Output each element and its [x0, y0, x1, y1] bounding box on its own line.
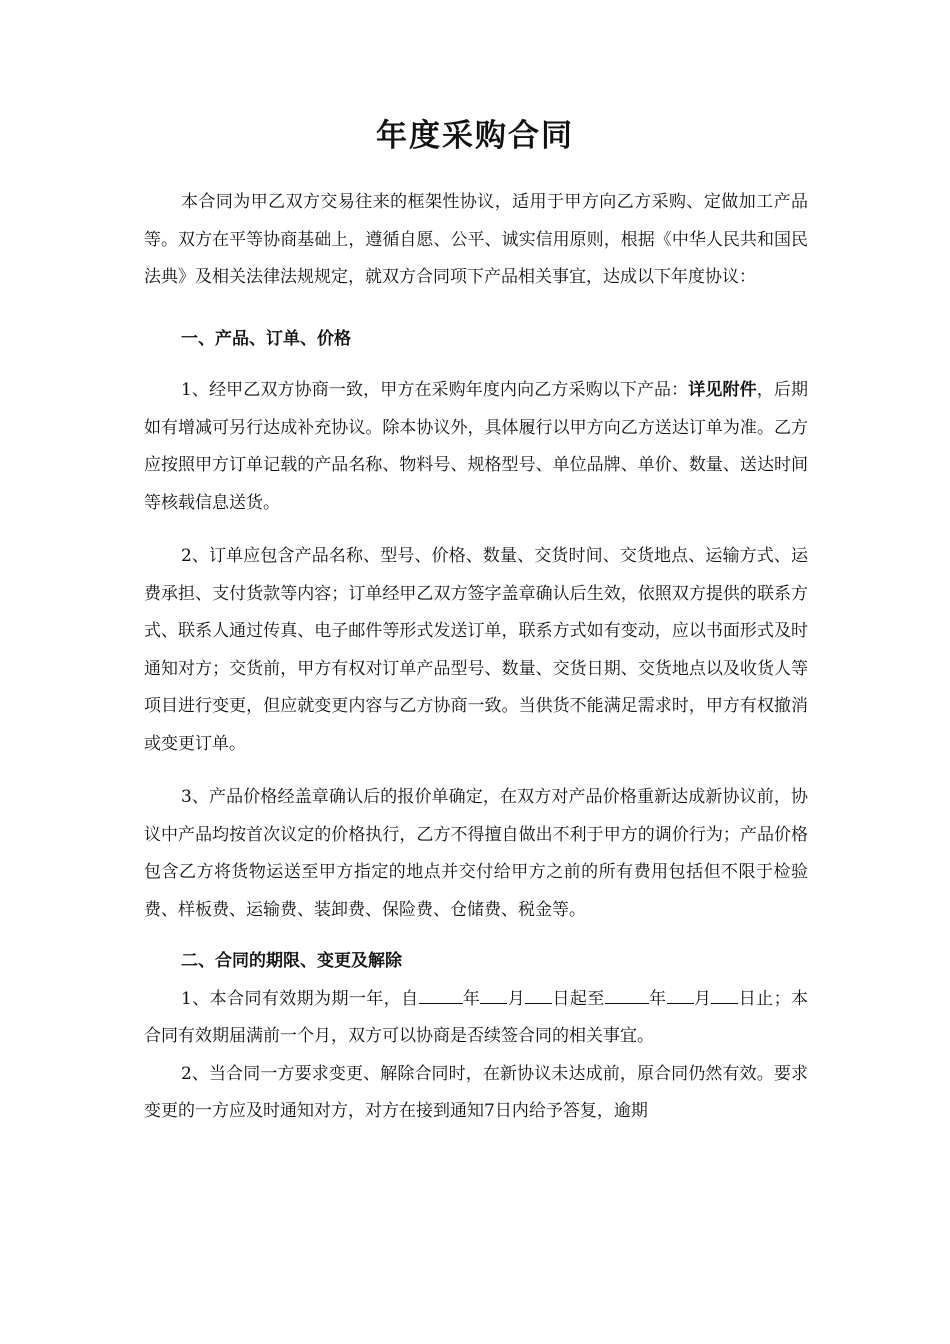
- term-text-end: 日止；本合同有效期届满前一个月，双方可以协商是否续签合同的相关事宜。: [144, 988, 808, 1046]
- clause-1-text-end: ，后期如有增减可另行达成补充协议。除本协议外，具体履行以甲方向乙方送达订单为准。乙方应按照甲方订单记载的产品名称、物料号、规格型号、单位品牌、单价、数量、送达时间等核载信息送货。: [144, 380, 808, 513]
- clause-1-text-start: 1、经甲乙双方协商一致，甲方在采购年度内向乙方采购以下产品：: [181, 380, 689, 400]
- term-year-label-2: 年: [648, 988, 667, 1009]
- end-year-blank[interactable]: [605, 985, 649, 1004]
- term-day-label-1: 日起至: [552, 988, 605, 1009]
- section-2-clause-2: 2、当合同一方要求变更、解除合同时，在新协议未达成前，原合同仍然有效。要求变更的一方应及时通知对方，对方在接到通知7日内给予答复，逾期: [144, 1063, 808, 1121]
- term-year-label-1: 年: [462, 988, 481, 1009]
- term-text-start: 1、本合同有效期为期一年，自: [181, 988, 419, 1009]
- section-2-clause-1: [144, 981, 808, 1056]
- term-month-label-1: 月: [507, 988, 526, 1009]
- section-1-clause-1: [144, 372, 808, 522]
- section-1-heading: 一、产品、订单、价格: [181, 328, 351, 349]
- section-1-clause-3: 3、产品价格经盖章确认后的报价单确定，在双方对产品价格重新达成新协议前，协议中产品均按首次议定的价格执行，乙方不得擅自做出不利于甲方的调价行为；产品价格包含乙方将货物运送至甲方指定的地点并交付给甲方之前的所有费用包括但不限于检验费、样板费、运输费、装卸费、保险费、仓储费、税金等。: [144, 787, 808, 920]
- section-2-heading: 二、合同的期限、变更及解除: [181, 951, 402, 971]
- start-month-blank[interactable]: [480, 985, 507, 1004]
- clause-1-bold-reference: 详见附件: [688, 380, 757, 400]
- document-body: [144, 184, 808, 1131]
- end-day-blank[interactable]: [711, 985, 738, 1004]
- end-month-blank[interactable]: [667, 985, 694, 1004]
- start-year-blank[interactable]: [419, 985, 463, 1004]
- section-1-clause-2: 2、订单应包含产品名称、型号、价格、数量、交货时间、交货地点、运输方式、运费承担、支付货款等内容；订单经甲乙双方签字盖章确认后生效，依照双方提供的联系方式、联系人通过传真、电子邮件等形式发送订单，联系方式如有变动，应以书面形式及时通知对方；交货前，甲方有权对订单产品型号、数量、交货日期、交货地点以及收货人等项目进行变更，但应就变更内容与乙方协商一致。当供货不能满足需求时，甲方有权撤消或变更订单。: [144, 546, 808, 754]
- start-day-blank[interactable]: [525, 985, 552, 1004]
- document-title: 年度采购合同: [376, 118, 574, 154]
- term-month-label-2: 月: [693, 988, 712, 1009]
- intro-paragraph: 本合同为甲乙双方交易往来的框架性协议，适用于甲方向乙方采购、定做加工产品等。双方在平等协商基础上，遵循自愿、公平、诚实信用原则，根据《中华人民共和国民法典》及相关法律法规规定，就双方合同项下产品相关事宜，达成以下年度协议：: [144, 192, 808, 287]
